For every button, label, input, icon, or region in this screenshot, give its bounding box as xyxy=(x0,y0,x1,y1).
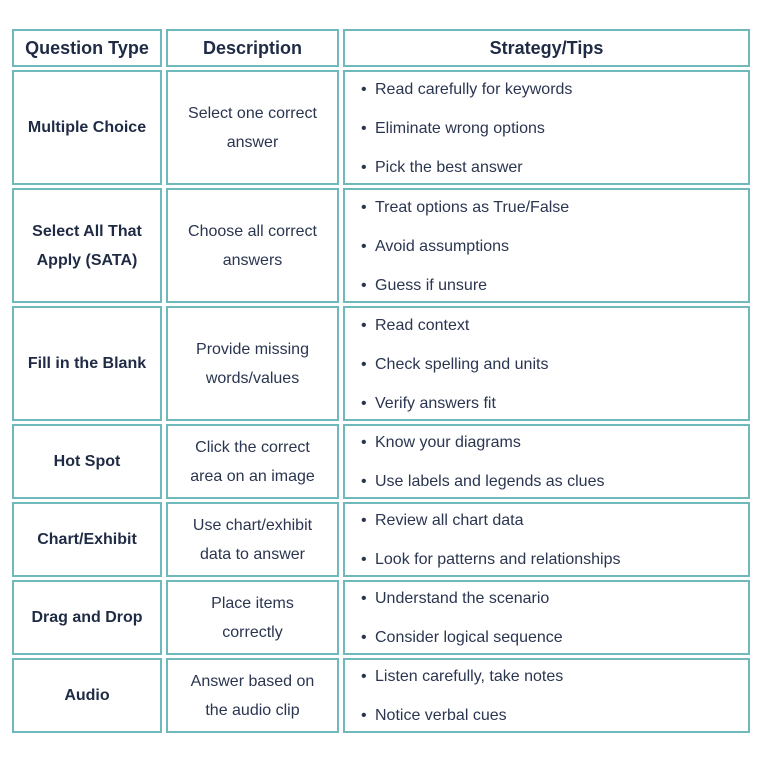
row-7-tip-1: • Listen carefully, take notes xyxy=(361,668,564,685)
row-6-type xyxy=(12,580,162,655)
row-5-tip-1: • Review all chart data xyxy=(361,512,524,529)
row-5-tip-2: • Look for patterns and relationships xyxy=(361,551,621,568)
row-4-tips xyxy=(343,424,750,499)
row-2-tip-1: • Treat options as True/False xyxy=(361,199,570,216)
row-1-tips xyxy=(343,70,750,185)
row-7-description-text: Answer based on the audio clip xyxy=(190,672,315,719)
row-4-type-label: Hot Spot xyxy=(53,453,121,470)
row-4-type xyxy=(12,424,162,499)
row-5-description-text: Use chart/exhibit data to answer xyxy=(192,516,313,563)
header-description-label: Description xyxy=(202,37,303,58)
row-6-tip-1: • Understand the scenario xyxy=(361,590,550,607)
row-5-description xyxy=(166,502,339,577)
row-2-tip-2: • Avoid assumptions xyxy=(361,238,509,255)
row-5-type xyxy=(12,502,162,577)
row-1-description-text: Select one correct answer xyxy=(188,104,317,151)
row-4-description xyxy=(166,424,339,499)
row-6-description xyxy=(166,580,339,655)
row-6-tips xyxy=(343,580,750,655)
row-3-description xyxy=(166,306,339,421)
row-2-description xyxy=(166,188,339,303)
row-3-type xyxy=(12,306,162,421)
row-7-type xyxy=(12,658,162,733)
header-strategy xyxy=(343,29,750,67)
row-2-description-text: Choose all correct answers xyxy=(188,222,317,269)
row-2-tip-3: • Guess if unsure xyxy=(361,277,488,294)
row-1-tip-3: • Pick the best answer xyxy=(361,159,523,176)
row-6-description-text: Place items correctly xyxy=(211,594,294,641)
row-1-tip-1: • Read carefully for keywords xyxy=(361,81,573,98)
row-5-tips xyxy=(343,502,750,577)
row-2-tips xyxy=(343,188,750,303)
header-question-type xyxy=(12,29,162,67)
row-7-type-label: Audio xyxy=(64,687,110,704)
header-strategy-label: Strategy/Tips xyxy=(489,37,604,58)
row-7-tip-2: • Notice verbal cues xyxy=(361,707,507,724)
row-3-description-text: Provide missing words/values xyxy=(196,340,309,387)
row-2-type xyxy=(12,188,162,303)
row-5-type-label: Chart/Exhibit xyxy=(37,531,137,548)
row-3-tips xyxy=(343,306,750,421)
row-3-tip-2: • Check spelling and units xyxy=(361,356,549,373)
header-question-type-label: Question Type xyxy=(25,37,149,58)
row-4-tip-1: • Know your diagrams xyxy=(361,434,521,451)
row-4-description-text: Click the correct area on an image xyxy=(190,438,315,485)
row-3-tip-3: • Verify answers fit xyxy=(361,395,496,412)
row-3-type-label: Fill in the Blank xyxy=(27,355,147,372)
row-3-tip-1: • Read context xyxy=(361,317,470,334)
row-6-tip-2: • Consider logical sequence xyxy=(361,629,563,646)
row-2-type-label: Select All That Apply (SATA) xyxy=(32,222,142,269)
row-1-tip-2: • Eliminate wrong options xyxy=(361,120,545,137)
row-6-type-label: Drag and Drop xyxy=(31,609,143,626)
row-7-tips xyxy=(343,658,750,733)
row-7-description xyxy=(166,658,339,733)
row-1-description xyxy=(166,70,339,185)
row-4-tip-2: • Use labels and legends as clues xyxy=(361,473,605,490)
row-1-type xyxy=(12,70,162,185)
row-1-type-label: Multiple Choice xyxy=(27,119,147,136)
header-description xyxy=(166,29,339,67)
